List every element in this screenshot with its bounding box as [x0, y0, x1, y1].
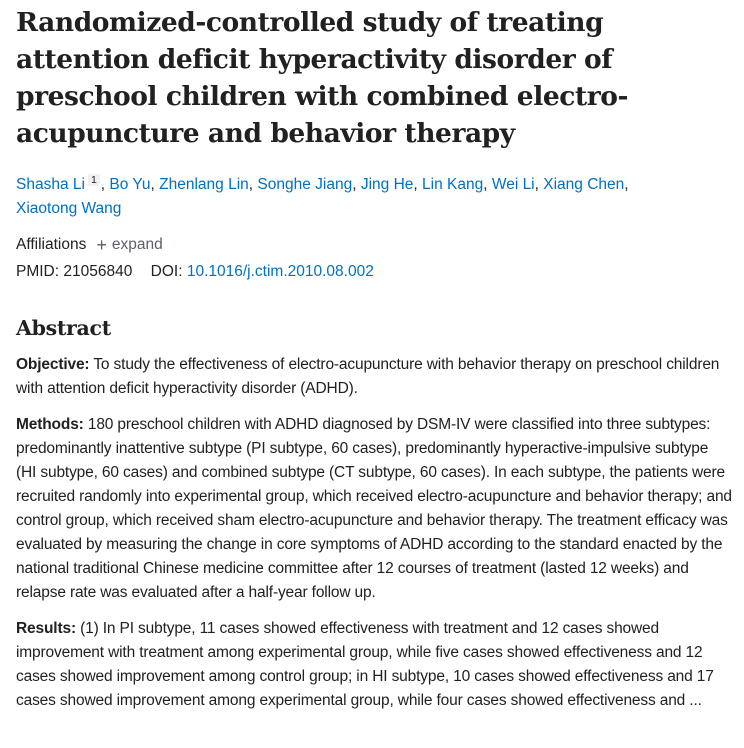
identifiers-row: [16, 260, 732, 284]
author-separator: ,: [248, 176, 258, 193]
abstract-methods: [16, 413, 732, 605]
doi-link[interactable]: 10.1016/j.ctim.2010.08.002: [186, 263, 374, 280]
expand-label: expand: [111, 236, 163, 253]
section-label: Objective:: [16, 356, 90, 373]
author-separator: ,: [534, 176, 544, 193]
section-text: 180 preschool children with ADHD diagnosed by DSM-IV were classified into three subtypes: predominantly inattentive subtype (PI subtype, 60 cases), predominantly hyperactive-impulsive subtype (HI subtype, 60 cases) and combined subtype (CT subtype, 60 cases). In each subtype, the patients were recruited randomly into experimental group, which received electro-acupuncture and behavior therapy; and control group, which received sham electro-acupuncture and behavior therapy. The treatment efficacy was evaluated by measuring the change in core symptoms of ADHD according to the standard enacted by the national traditional Chinese medicine committee after 12 courses of treatment (lasted 12 weeks) and relapse rate was evaluated after a half-year follow up.: [16, 416, 732, 601]
abstract-heading: Abstract: [16, 316, 111, 340]
author-link[interactable]: Bo Yu: [109, 176, 151, 193]
author-link[interactable]: Xiaotong Wang: [16, 200, 122, 217]
pmid-label: PMID:: [16, 263, 60, 280]
author-separator: ,: [624, 176, 629, 193]
affiliations-label: Affiliations: [16, 236, 87, 253]
author-link[interactable]: Shasha Li: [16, 176, 85, 193]
section-text: To study the effectiveness of electro-acupuncture with behavior therapy on preschool children with attention deficit hyperactivity disorder (ADHD).: [16, 356, 720, 397]
affiliation-superscript[interactable]: 1: [88, 174, 100, 186]
abstract-objective: [16, 353, 732, 401]
author-separator: ,: [352, 176, 361, 193]
author-link[interactable]: Lin Kang: [422, 176, 484, 193]
section-label: Methods:: [16, 416, 84, 433]
section-label: Results:: [16, 620, 76, 637]
author-link[interactable]: Xiang Chen: [543, 176, 625, 193]
author-link[interactable]: Songhe Jiang: [257, 176, 353, 193]
author-list: [16, 173, 732, 221]
abstract-results: [16, 617, 732, 713]
doi-label: DOI:: [150, 263, 183, 280]
author-link[interactable]: Zhenlang Lin: [159, 176, 249, 193]
plus-icon: +: [96, 235, 107, 255]
author-link[interactable]: Wei Li: [491, 176, 535, 193]
pmid-value: 21056840: [63, 263, 133, 280]
author-separator: ,: [413, 176, 423, 193]
author-separator: ,: [483, 176, 492, 193]
author-link[interactable]: Jing He: [360, 176, 414, 193]
affiliations-row: [16, 233, 732, 257]
article-title: Randomized-controlled study of treating attention deficit hyperactivity disorder of preschool children with combined electro-acupuncture and behavior therapy: [16, 7, 628, 149]
expand-affiliations-button[interactable]: [96, 233, 162, 257]
author-separator: ,: [100, 176, 110, 193]
article-page: [0, 4, 744, 713]
section-text: (1) In PI subtype, 11 cases showed effectiveness with treatment and 12 cases showed improvement with treatment among experimental group, while five cases showed effectiveness and 12 cases showed improvement among control group; in HI subtype, 10 cases showed effectiveness and 17 cases showed improvement among experimental group, while four cases showed effectiveness and ...: [16, 620, 714, 709]
author-separator: ,: [150, 176, 160, 193]
